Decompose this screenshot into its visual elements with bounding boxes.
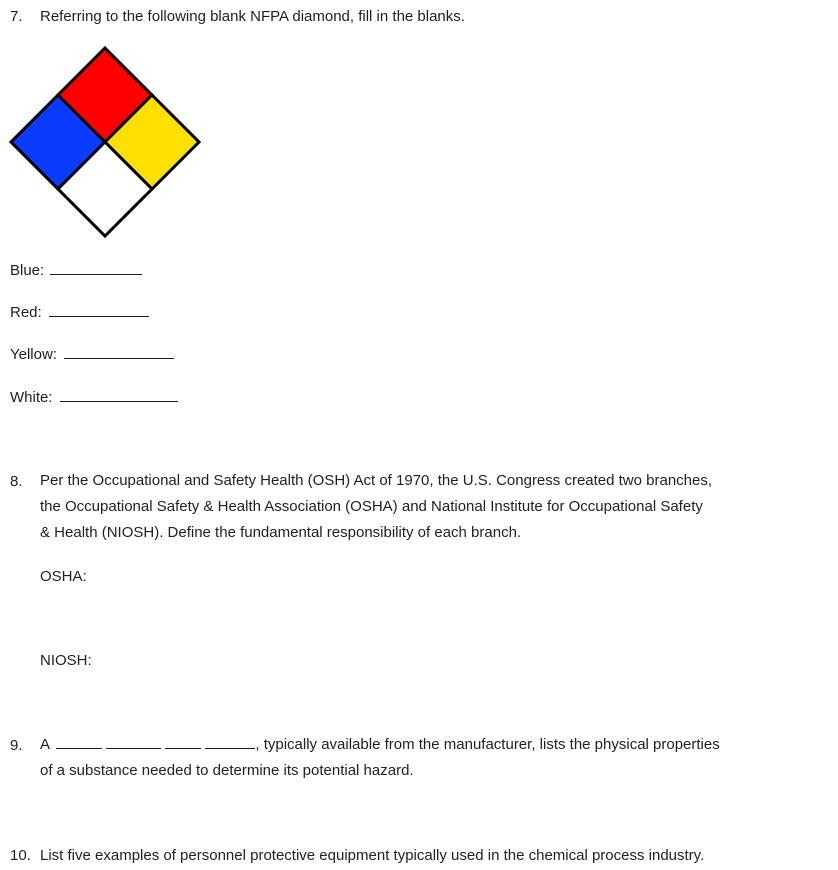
white-label: White: — [10, 389, 53, 406]
msds-blank-2[interactable] — [106, 735, 161, 749]
question-8-line-1: Per the Occupational and Safety Health (OSH) Act of 1970, the U.S. Congress created two branches, — [40, 472, 713, 489]
red-label: Red: — [10, 304, 42, 321]
white-answer-blank[interactable] — [60, 388, 178, 402]
osha-label: OSHA: — [40, 568, 87, 585]
question-8-number: 8. — [10, 473, 23, 490]
yellow-label: Yellow: — [10, 346, 57, 363]
question-9-line-1-rest: , typically available from the manufacturer, lists the physical properties — [255, 736, 720, 753]
msds-blank-4[interactable] — [205, 735, 255, 749]
question-7-number: 7. — [10, 8, 23, 25]
question-9-article: A — [40, 736, 50, 753]
blue-field — [10, 261, 142, 279]
msds-blank-3[interactable] — [165, 735, 201, 749]
blue-answer-blank[interactable] — [50, 261, 142, 275]
niosh-label: NIOSH: — [40, 652, 92, 669]
question-10-number: 10. — [10, 847, 31, 864]
question-9-line-2: of a substance needed to determine its potential hazard. — [40, 762, 414, 779]
question-8-line-3: & Health (NIOSH). Define the fundamental responsibility of each branch. — [40, 524, 522, 541]
question-9-text — [40, 732, 720, 784]
blue-label: Blue: — [10, 262, 45, 279]
question-7-prompt: Referring to the following blank NFPA diamond, fill in the blanks. — [40, 8, 465, 25]
question-9-line-1 — [40, 732, 720, 758]
yellow-field — [10, 345, 174, 363]
msds-blank-1[interactable] — [56, 735, 102, 749]
yellow-answer-blank[interactable] — [64, 345, 174, 359]
question-10-prompt: List five examples of personnel protective equipment typically used in the chemical process industry. — [40, 847, 705, 864]
question-8-prompt — [40, 468, 712, 546]
question-9-number: 9. — [10, 737, 23, 754]
white-field — [10, 388, 178, 406]
question-8-line-2: the Occupational Safety & Health Association (OSHA) and National Institute for Occupational Safety — [40, 498, 703, 515]
nfpa-diamond — [9, 46, 203, 240]
red-answer-blank[interactable] — [49, 303, 149, 317]
red-field — [10, 303, 149, 321]
